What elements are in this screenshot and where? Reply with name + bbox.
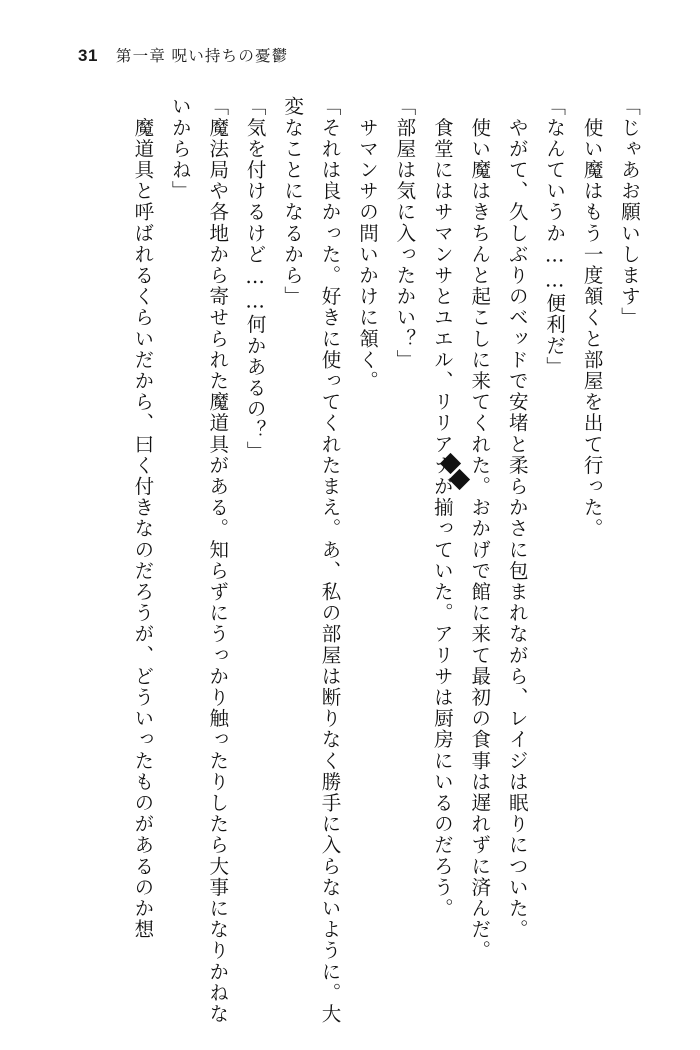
text-line: 「魔法局や各地から寄せられた魔道具がある。知らずにうっかり触ったりしたら大事になりかねないからね」 bbox=[168, 96, 230, 1025]
text-line: 「じゃあお願いします」 bbox=[618, 96, 641, 329]
page-header bbox=[78, 44, 288, 66]
text-line: 使い魔はもう一度頷くと部屋を出て行った。 bbox=[580, 96, 604, 540]
text-line: 「それは良かった。好きに使ってくれたまえ。あ、私の部屋は断りなく勝手に入らないように。大変なことになるから」 bbox=[281, 96, 342, 1025]
vertical-text-block bbox=[60, 96, 648, 1026]
text-line: サマンサの問いかけに頷く。 bbox=[355, 96, 379, 392]
body-text-area bbox=[60, 96, 648, 1026]
text-line: 「なんていうか……便利だ」 bbox=[543, 96, 567, 378]
page-number: 31 bbox=[78, 46, 98, 65]
text-line: 使い魔はきちんと起こしに来てくれた。おかげで館に来て最初の食事は遅れずに済んだ。 bbox=[468, 96, 492, 962]
text-line: 魔道具と呼ばれるくらいだから、曰く付きなのだろうが、どういったものがあるのか想 bbox=[131, 96, 155, 940]
chapter-title: 第一章 呪い持ちの憂鬱 bbox=[115, 48, 289, 65]
text-line: 「気を付けるけど……何かあるの？」 bbox=[243, 96, 267, 462]
text-line: 食堂にはサマンサとユエル、リリアナが揃っていた。アリサは厨房にいるのだろう。 bbox=[430, 96, 454, 919]
text-line: やがて、久しぶりのベッドで安堵と柔らかさに包まれながら、レイジは眠りについた。 bbox=[505, 96, 529, 940]
text-line: 「部屋は気に入ったかい？」 bbox=[393, 96, 417, 371]
